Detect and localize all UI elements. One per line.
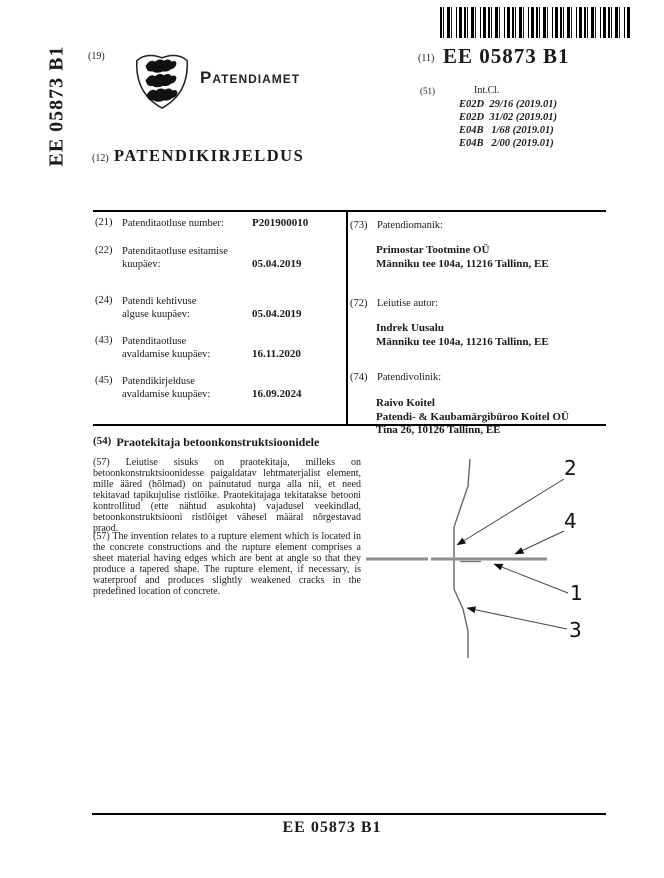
- inid-code-54: (54): [93, 435, 112, 447]
- document-type-title: PATENDIKIRJELDUS: [114, 146, 305, 165]
- publication-number: EE 05873 B1: [443, 44, 570, 68]
- bib-value: 05.04.2019: [252, 308, 302, 320]
- bib-code: (24): [95, 295, 113, 306]
- inid-code-51: (51): [420, 86, 435, 96]
- bib-row-24: [95, 295, 345, 321]
- bib-row-22: [95, 245, 345, 271]
- bib-left-column: [95, 217, 345, 401]
- bib-label: Patendi kehtivuse alguse kuupäev:: [122, 296, 197, 320]
- bib-label: Patendikirjelduse avaldamise kuupäev:: [122, 376, 211, 400]
- abstract-heading: [93, 435, 319, 450]
- bib-row-45: [95, 375, 345, 401]
- bib-row-21: [95, 217, 345, 230]
- figure-label-4: 4: [564, 509, 577, 533]
- classification-line: E04B 1/68 (2019.01): [459, 125, 554, 136]
- classification-line: E02D 31/02 (2019.01): [459, 112, 557, 123]
- bib-right-column: [350, 219, 602, 438]
- bib-value: 05.04.2019: [252, 258, 302, 270]
- bib-table-divider-rule: [346, 210, 348, 425]
- bib-label: Patenditaotluse avaldamise kuupäev:: [122, 336, 211, 360]
- party-group-73: [350, 219, 602, 271]
- leader-line-4: [515, 531, 564, 554]
- party-heading: [350, 219, 602, 232]
- bib-code: (45): [95, 375, 113, 386]
- classification-line: E02D 29/16 (2019.01): [459, 99, 557, 110]
- leader-line-3: [467, 608, 567, 629]
- abstract-estonian: (57) Leiutise sisuks on praotekitaja, milleks on betoonkonstruktsioonidesse paigaldatav lehtmaterjalist element, mille ääred (hõlmad) on painutatud nurga alla nii, et need tekitavad tapikujulise ristlõike. Praotekitajaga tekitatakse betooni kontrollitud (ette nähtud asukohta) vajadusel veekindlad, betoonkonstruktsiooni ristlõiget vähesel määral nõrgestavad praod.: [93, 457, 361, 534]
- party-label: Patendiomanik:: [377, 220, 443, 231]
- party-group-72: [350, 297, 602, 349]
- bib-table-top-rule: [93, 210, 606, 212]
- barcode: [440, 7, 632, 38]
- bib-value: 16.09.2024: [252, 388, 302, 400]
- party-lines: Primostar Tootmine OÜ Männiku tee 104a, 11216 Tallinn, EE: [376, 244, 549, 270]
- leader-line-2: [457, 479, 564, 545]
- bib-code: (21): [95, 217, 113, 228]
- classification-line: E04B 2/00 (2019.01): [459, 138, 554, 149]
- party-group-74: [350, 371, 602, 438]
- side-patent-number: EE 05873 B1: [45, 45, 68, 167]
- intcl-classifications: [459, 98, 557, 150]
- footer-rule: [92, 813, 606, 815]
- figure-label-2: 2: [564, 456, 577, 480]
- estonian-coat-of-arms-icon: [133, 50, 191, 117]
- bib-row-43: [95, 335, 345, 361]
- party-lines: Indrek Uusalu Männiku tee 104a, 11216 Tallinn, EE: [376, 322, 549, 348]
- party-code: (72): [350, 298, 368, 309]
- party-label: Patendivolinik:: [377, 372, 442, 383]
- party-heading: [350, 297, 602, 310]
- intcl-label: Int.Cl.: [474, 85, 500, 96]
- bib-label: Patenditaotluse esitamise kuupäev:: [122, 246, 228, 270]
- abstract-english: (57) The invention relates to a rupture element which is located in the concrete constructions and the rupture element comprises a sheet material having edges which are bent at angle so that they produce a tapered shape. The rupture element, if necessary, is waterproof and produces slightly weakened cracks in the predefined location of concrete.: [93, 531, 361, 597]
- party-lines: Raivo Koitel Patendi- & Kaubamärgibüroo Koitel OÜ Tina 26, 10126 Tallinn, EE: [376, 397, 569, 436]
- party-code: (74): [350, 372, 368, 383]
- bib-value: P201900010: [252, 217, 309, 229]
- bib-value: 16.11.2020: [252, 348, 301, 360]
- office-wordmark: Patendiamet: [200, 68, 301, 87]
- leader-line-1: [494, 564, 568, 593]
- inid-code-12: (12): [92, 153, 109, 164]
- party-label: Leiutise autor:: [377, 298, 438, 309]
- bib-code: (43): [95, 335, 113, 346]
- party-code: (73): [350, 220, 368, 231]
- invention-title: Praotekitaja betoonkonstruktsioonidele: [116, 435, 320, 449]
- figure-label-1: 1: [570, 581, 583, 605]
- inid-code-19: (19): [88, 51, 105, 62]
- bib-code: (22): [95, 245, 113, 256]
- inid-code-11: (11): [418, 53, 435, 64]
- party-heading: [350, 371, 602, 384]
- figure-label-3: 3: [569, 618, 582, 642]
- bib-label: Patenditaotluse number:: [122, 218, 224, 229]
- figure-drawing: [350, 443, 650, 673]
- footer-publication-number: EE 05873 B1: [282, 819, 382, 836]
